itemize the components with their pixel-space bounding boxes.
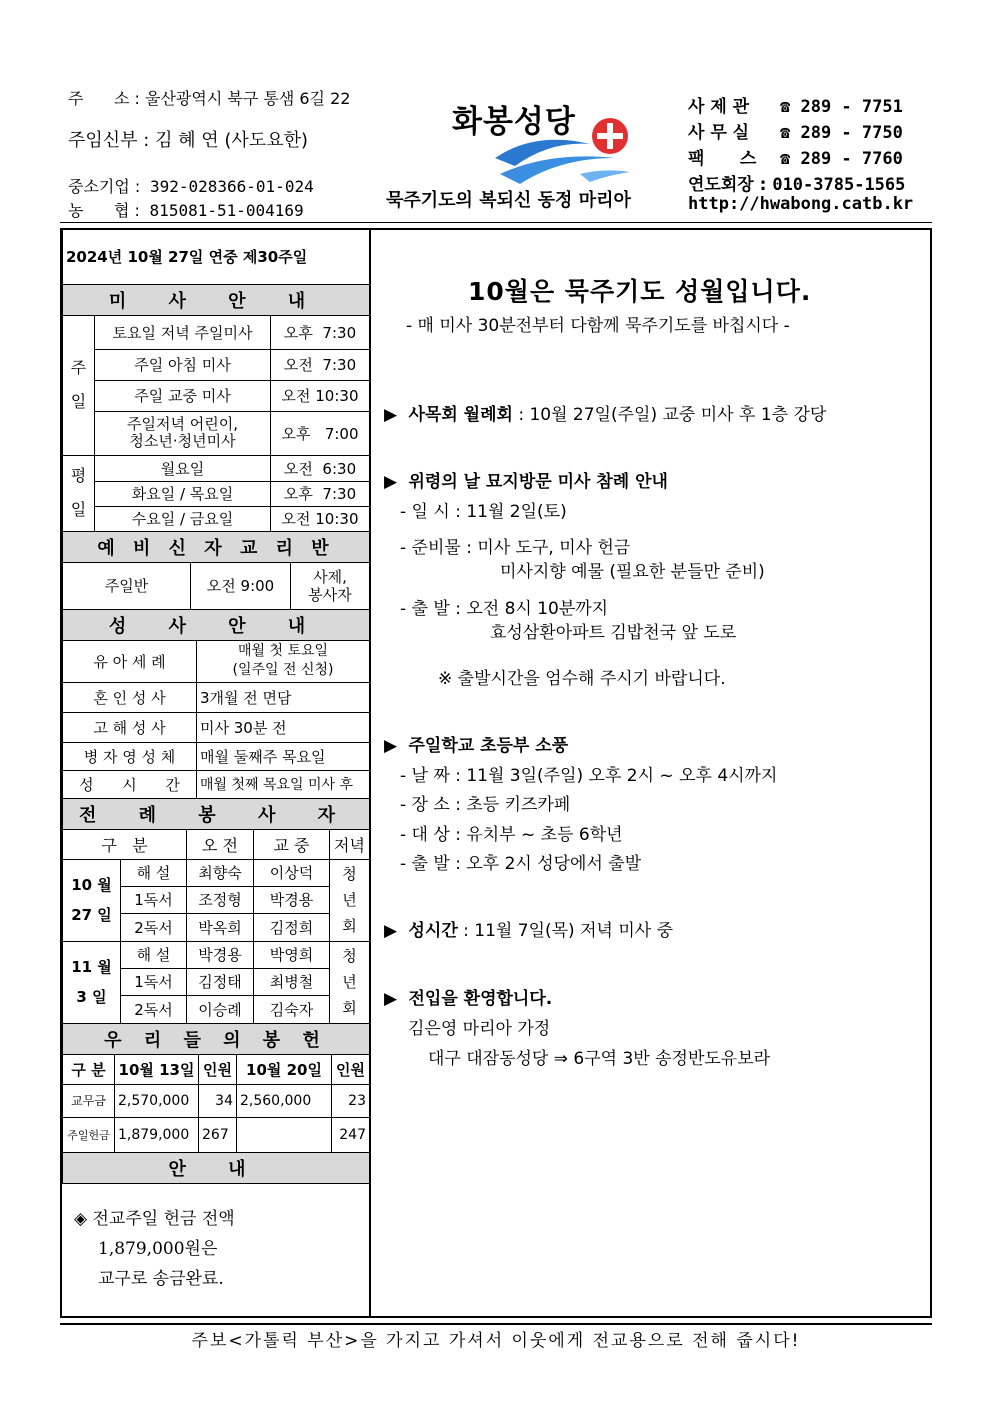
offering-amount: 2,570,000 — [115, 1084, 199, 1117]
month-title: 10월은 묵주기도 성월입니다. — [468, 277, 812, 306]
item-council — [384, 400, 826, 425]
item-line: - 장 소 : 초등 키즈카페 — [400, 795, 571, 815]
left-column — [62, 230, 369, 1289]
contact-phone: ☎ 289 - 7751 — [780, 97, 903, 117]
logo-title: 화봉성당 — [452, 104, 576, 140]
bullet-triangle-icon: ▶ — [384, 736, 398, 756]
server-am: 박옥희 — [187, 913, 254, 941]
notice-box — [74, 1204, 235, 1294]
server-am: 이승례 — [187, 995, 254, 1023]
offering-amount — [237, 1117, 332, 1152]
catechumen-table — [62, 562, 370, 641]
item-line: 미사지향 예물 (필요한 분들만 준비) — [500, 562, 765, 582]
item-text: : 11월 7일(목) 저녁 미사 중 — [463, 921, 674, 941]
item-welcome — [384, 984, 552, 1009]
server-main: 이상덕 — [254, 859, 330, 886]
contact-office — [688, 118, 903, 143]
month-subtitle: - 매 미사 30분전부터 다함께 묵주기도를 바칩시다 - — [406, 316, 790, 336]
address: 울산광역시 북구 통샘 6길 22 — [145, 89, 351, 108]
servers-table — [62, 829, 370, 1055]
server-role: 해 설 — [121, 941, 187, 968]
server-am: 최향숙 — [187, 859, 254, 886]
server-role: 해 설 — [121, 859, 187, 886]
website-link[interactable]: http://hwabong.catb.kr — [688, 194, 914, 214]
mass-time: 오후 7:30 — [271, 315, 370, 349]
catechumen-class: 주일반 — [63, 562, 191, 609]
bullet-triangle-icon: ▶ — [384, 472, 398, 492]
weekday-label: 평 일 — [63, 455, 95, 531]
server-am: 김정태 — [187, 968, 254, 995]
notice-title: 안 내 — [63, 1152, 370, 1183]
bank1-label: 중소기업 : — [68, 177, 141, 196]
footer-divider — [60, 1323, 932, 1325]
church-logo — [440, 96, 640, 188]
sacrament-name: 병 자 영 성 체 — [63, 742, 197, 770]
mass-name: 토요일 저녁 주일미사 — [95, 315, 271, 349]
bullet-triangle-icon: ▶ — [384, 989, 398, 1009]
item-line: 김은영 마리아 가정 — [408, 1019, 551, 1039]
servers-title: 전 례 봉 사 자 — [63, 798, 370, 829]
sacrament-info: 3개월 전 면담 — [197, 682, 370, 712]
contact-label: 사 무 실 — [688, 123, 750, 143]
catechumen-title: 예 비 신 자 교 리 반 — [63, 531, 370, 562]
mass-time: 오전 10:30 — [271, 506, 370, 531]
parish-slogan: 묵주기도의 복되신 동정 마리아 — [386, 190, 631, 211]
server-role: 1독서 — [121, 968, 187, 995]
servers-header: 구 분 — [63, 829, 187, 859]
pastor-row — [68, 126, 308, 152]
bank2-account: 815081-51-004169 — [149, 201, 304, 220]
sacrament-info: 매월 첫째 목요일 미사 후 — [197, 770, 370, 798]
footer-text: 주보<가톨릭 부산>을 가지고 가셔서 이웃에게 전교용으로 전해 줍시다! — [191, 1331, 801, 1351]
item-title: 전입을 환영합니다. — [408, 989, 553, 1009]
mass-time: 오전 10:30 — [271, 380, 370, 411]
servers-date: 10 월 27 일 — [63, 859, 121, 941]
servers-header: 오 전 — [187, 829, 254, 859]
offering-count: 34 — [199, 1084, 237, 1117]
server-role: 2독서 — [121, 913, 187, 941]
bank1-row — [68, 174, 314, 197]
mass-name: 수요일 / 금요일 — [95, 506, 271, 531]
item-picnic — [384, 731, 568, 756]
offering-title: 우 리 들 의 봉 헌 — [63, 1023, 370, 1054]
offering-header: 구 분 — [63, 1054, 115, 1084]
server-am: 조정형 — [187, 886, 254, 913]
date-line: 2024년 10월 27일 연중 제30주일 — [63, 230, 370, 284]
server-main: 박영희 — [254, 941, 330, 968]
item-line: 효성삼환아파트 김밥천국 앞 도로 — [490, 623, 737, 643]
catechumen-teacher: 사제, 봉사자 — [291, 562, 370, 609]
item-line: - 출 발 : 오후 2시 성당에서 출발 — [400, 854, 642, 874]
item-line: ※ 출발시간을 엄수해 주시기 바랍니다. — [438, 669, 726, 689]
address-label: 주 소 : — [68, 89, 140, 108]
sacrament-name: 성 시 간 — [63, 770, 197, 798]
server-role: 1독서 — [121, 886, 187, 913]
server-role: 2독서 — [121, 995, 187, 1023]
mass-name: 월요일 — [95, 455, 271, 481]
pastor-name: 김 혜 연 (사도요한) — [155, 130, 309, 151]
mass-time: 오후 7:00 — [271, 411, 370, 455]
contact-rectory — [688, 92, 903, 117]
item-line: - 준비물 : 미사 도구, 미사 헌금 — [400, 538, 631, 558]
notice-line: 교구로 송금완료. — [98, 1269, 224, 1289]
server-main: 김숙자 — [254, 995, 330, 1023]
sacrament-name: 고 해 성 사 — [63, 712, 197, 742]
server-main: 박경용 — [254, 886, 330, 913]
sacrament-table — [62, 640, 370, 830]
sunday-label: 주 일 — [63, 315, 95, 455]
contact-phone: ☎ 289 - 7760 — [780, 149, 903, 169]
mass-time: 오후 7:30 — [271, 481, 370, 506]
offering-count: 267 — [199, 1117, 237, 1152]
mass-title: 미 사 안 내 — [63, 284, 370, 315]
mass-name: 주일 교중 미사 — [95, 380, 271, 411]
bank2-row — [68, 198, 304, 221]
offering-header: 인원 — [332, 1054, 370, 1084]
bank1-account: 392-028366-01-024 — [149, 177, 314, 196]
servers-header: 저녁 — [330, 829, 370, 859]
item-title: 위령의 날 묘지방문 미사 참례 안내 — [408, 472, 668, 492]
schedule-table — [62, 230, 370, 563]
offering-count: 23 — [332, 1084, 370, 1117]
offering-header: 인원 — [199, 1054, 237, 1084]
servers-header: 교 중 — [254, 829, 330, 859]
offering-header: 10월 20일 — [237, 1054, 332, 1084]
item-line: - 대 상 : 유치부 ~ 초등 6학년 — [400, 825, 623, 845]
bullet-triangle-icon: ▶ — [384, 921, 398, 941]
sacrament-name: 유 아 세 례 — [63, 640, 197, 682]
pastor-label: 주임신부 : — [68, 130, 150, 151]
item-line: 대구 대잠동성당 ⇒ 6구역 3반 송정반도유보라 — [428, 1049, 771, 1069]
server-main: 최병철 — [254, 968, 330, 995]
sacrament-info: 미사 30분 전 — [197, 712, 370, 742]
sacrament-title: 성 사 안 내 — [63, 609, 370, 640]
offering-kind: 주일헌금 — [63, 1117, 115, 1152]
item-line: - 출 발 : 오전 8시 10분까지 — [400, 599, 609, 619]
servers-date: 11 월 3 일 — [63, 941, 121, 1023]
bank2-label: 농 협 : — [68, 201, 140, 220]
notice-line: ◈ 전교주일 헌금 전액 — [74, 1209, 235, 1229]
contact-chair — [688, 170, 905, 195]
mass-name: 주일저녁 어린이, 청소년·청년미사 — [95, 411, 271, 455]
contact-label: 사 제 관 — [688, 97, 750, 117]
item-holy-hour — [384, 916, 673, 941]
chair-label: 연도회장 : — [688, 175, 767, 195]
offering-table — [62, 1054, 370, 1184]
server-evening: 청 년 회 — [330, 941, 370, 1023]
contact-label: 팩 스 — [688, 149, 757, 169]
server-am: 박경용 — [187, 941, 254, 968]
catechumen-time: 오전 9:00 — [191, 562, 291, 609]
address-row — [68, 86, 350, 109]
server-evening: 청 년 회 — [330, 859, 370, 941]
sacrament-info: 매월 둘째주 목요일 — [197, 742, 370, 770]
item-line: - 일 시 : 11월 2일(토) — [400, 502, 567, 522]
item-title: 사목회 월례회 — [408, 405, 513, 425]
contact-fax — [688, 144, 903, 169]
mass-name: 주일 아침 미사 — [95, 349, 271, 380]
header-divider — [60, 222, 932, 223]
contact-phone: ☎ 289 - 7750 — [780, 123, 903, 143]
item-title: 성시간 — [408, 921, 458, 941]
item-line: - 날 짜 : 11월 3일(주일) 오후 2시 ~ 오후 4시까지 — [400, 766, 778, 786]
offering-amount: 2,560,000 — [237, 1084, 332, 1117]
chair-phone: 010-3785-1565 — [772, 175, 906, 195]
offering-count: 247 — [332, 1117, 370, 1152]
mass-name: 화요일 / 목요일 — [95, 481, 271, 506]
offering-amount: 1,879,000 — [115, 1117, 199, 1152]
notice-line: 1,879,000원은 — [98, 1239, 218, 1259]
sacrament-name: 혼 인 성 사 — [63, 682, 197, 712]
offering-header: 10월 13일 — [115, 1054, 199, 1084]
sacrament-info: 매월 첫 토요일 (일주일 전 신청) — [197, 640, 370, 682]
logo-wave-icon — [440, 96, 640, 188]
server-main: 김정희 — [254, 913, 330, 941]
item-memorial — [384, 467, 668, 492]
item-title: 주일학교 초등부 소풍 — [408, 736, 569, 756]
mass-time: 오전 7:30 — [271, 349, 370, 380]
mass-time: 오전 6:30 — [271, 455, 370, 481]
item-text: : 10월 27일(주일) 교중 미사 후 1층 강당 — [518, 405, 827, 425]
offering-kind: 교무금 — [63, 1084, 115, 1117]
bullet-triangle-icon: ▶ — [384, 405, 398, 425]
